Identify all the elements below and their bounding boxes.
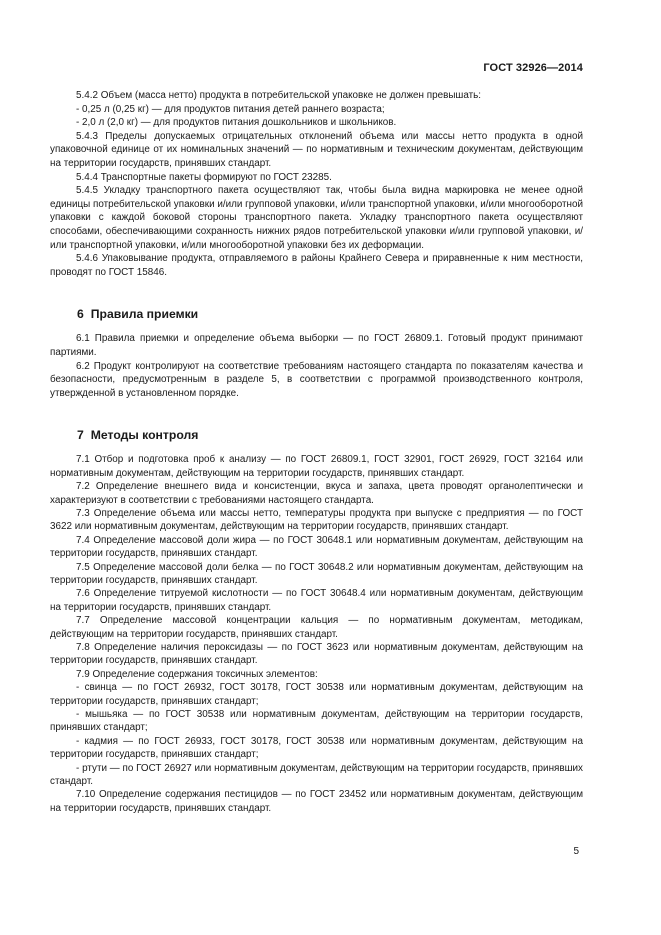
list-item: - 0,25 л (0,25 кг) — для продуктов питания детей раннего возраста; xyxy=(76,103,385,115)
document-body xyxy=(50,89,583,815)
section-heading-7 xyxy=(50,427,583,443)
paragraph-7-7: 7.7 Определение массовой концентрации кальция — по нормативным документам, методикам, действующим на территории государств, принявших стандарт. xyxy=(50,615,583,640)
paragraph-7-1: 7.1 Отбор и подготовка проб к анализу — по ГОСТ 26809.1, ГОСТ 32901, ГОСТ 26929, ГОСТ 32164 или нормативным документам, действующим на территории государств, принявших стандарт. xyxy=(50,454,583,479)
paragraph-6-1: 6.1 Правила приемки и определение объема выборки — по ГОСТ 26809.1. Готовый продукт принимают партиями. xyxy=(50,333,583,358)
section-title: Методы контроля xyxy=(90,428,199,443)
list-item: - кадмия — по ГОСТ 26933, ГОСТ 30178, ГОСТ 30538 или нормативным документам, действующим на территории государств, принявших стандарт; xyxy=(50,735,583,761)
list-item: - свинца — по ГОСТ 26932, ГОСТ 30178, ГОСТ 30538 или нормативным документам, действующим на территории государств, принявших стандарт; xyxy=(50,682,583,707)
paragraph-5-4-3: 5.4.3 Пределы допускаемых отрицательных отклонений объема или массы нетто продукта в одной упаковочной единице от их номинальных значений — по нормативным и техническим документам, действующим на территории государств, принявших стандарт. xyxy=(50,130,583,169)
paragraph-6-2: 6.2 Продукт контролируют на соответствие требованиям настоящего стандарта по показателям качества и безопасности, предусмотренным в разделе 5, в соответствии с программой производственного контроля, утвержденной в установленном порядке. xyxy=(50,360,583,399)
list-item: - мышьяка — по ГОСТ 30538 или нормативным документам, действующим на территории государств, принявших стандарт; xyxy=(50,709,583,734)
section-number: 7 xyxy=(77,428,84,443)
paragraph-7-9: 7.9 Определение содержания токсичных элементов: xyxy=(76,668,318,680)
document-header: ГОСТ 32926—2014 xyxy=(483,62,583,74)
paragraph-7-10: 7.10 Определение содержания пестицидов — по ГОСТ 23452 или нормативным документам, действующим на территории государств, принявших стандарт. xyxy=(50,789,583,814)
paragraph-7-3: 7.3 Определение объема или массы нетто, температуры продукта при выпуске с предприятия — по ГОСТ 3622 или нормативным документам, действующим на территории государств, принявших стандарт. xyxy=(50,507,583,533)
paragraph-7-8: 7.8 Определение наличия пероксидазы — по ГОСТ 3623 или нормативным документам, действующим на территории государств, принявших стандарт. xyxy=(50,641,583,667)
paragraph-7-2: 7.2 Определение внешнего вида и консистенции, вкуса и запаха, цвета проводят органолептически и характеризуют в соответствии с требованиями настоящего стандарта. xyxy=(50,481,583,506)
section-number: 6 xyxy=(77,307,84,322)
section-title: Правила приемки xyxy=(90,307,199,322)
section-heading-6 xyxy=(50,306,583,322)
paragraph-5-4-2: 5.4.2 Объем (масса нетто) продукта в потребительской упаковке не должен превышать: xyxy=(76,90,482,101)
paragraph-7-5: 7.5 Определение массовой доли белка — по ГОСТ 30648.2 или нормативным документам, действующим на территории государств, принявших стандарт. xyxy=(50,561,583,586)
list-item: - 2,0 л (2,0 кг) — для продуктов питания дошкольников и школьников. xyxy=(76,117,397,129)
paragraph-5-4-6: 5.4.6 Упаковывание продукта, отправляемого в районы Крайнего Севера и приравненные к ним местности, проводят по ГОСТ 15846. xyxy=(50,253,583,278)
list-item: - ртути — по ГОСТ 26927 или нормативным документам, действующим на территории государств, принявших стандарт. xyxy=(50,762,583,788)
page-number: 5 xyxy=(573,846,579,857)
paragraph-5-4-5: 5.4.5 Укладку транспортного пакета осуществляют так, чтобы была видна маркировка не менее одной единицы потребительской упаковки и/или групповой упаковки, и/или транспортной упаковки, и/или многооборотной упаковки с каждой боковой стороны транспортного пакета. Укладку транспортного пакета осуществляют способами, обеспечивающими сохранность нижних рядов потребительской упаковки и/или групповой упаковки, и/или транспортной упаковки, и/или многооборотной упаковки без их деформации. xyxy=(50,185,584,251)
paragraph-7-4: 7.4 Определение массовой доли жира — по ГОСТ 30648.1 или нормативным документам, действующим на территории государств, принявших стандарт. xyxy=(50,534,583,560)
paragraph-7-6: 7.6 Определение титруемой кислотности — по ГОСТ 30648.4 или нормативным документам, действующим на территории государств, принявших стандарт. xyxy=(50,588,583,613)
paragraph-5-4-4: 5.4.4 Транспортные пакеты формируют по ГОСТ 23285. xyxy=(76,171,332,183)
